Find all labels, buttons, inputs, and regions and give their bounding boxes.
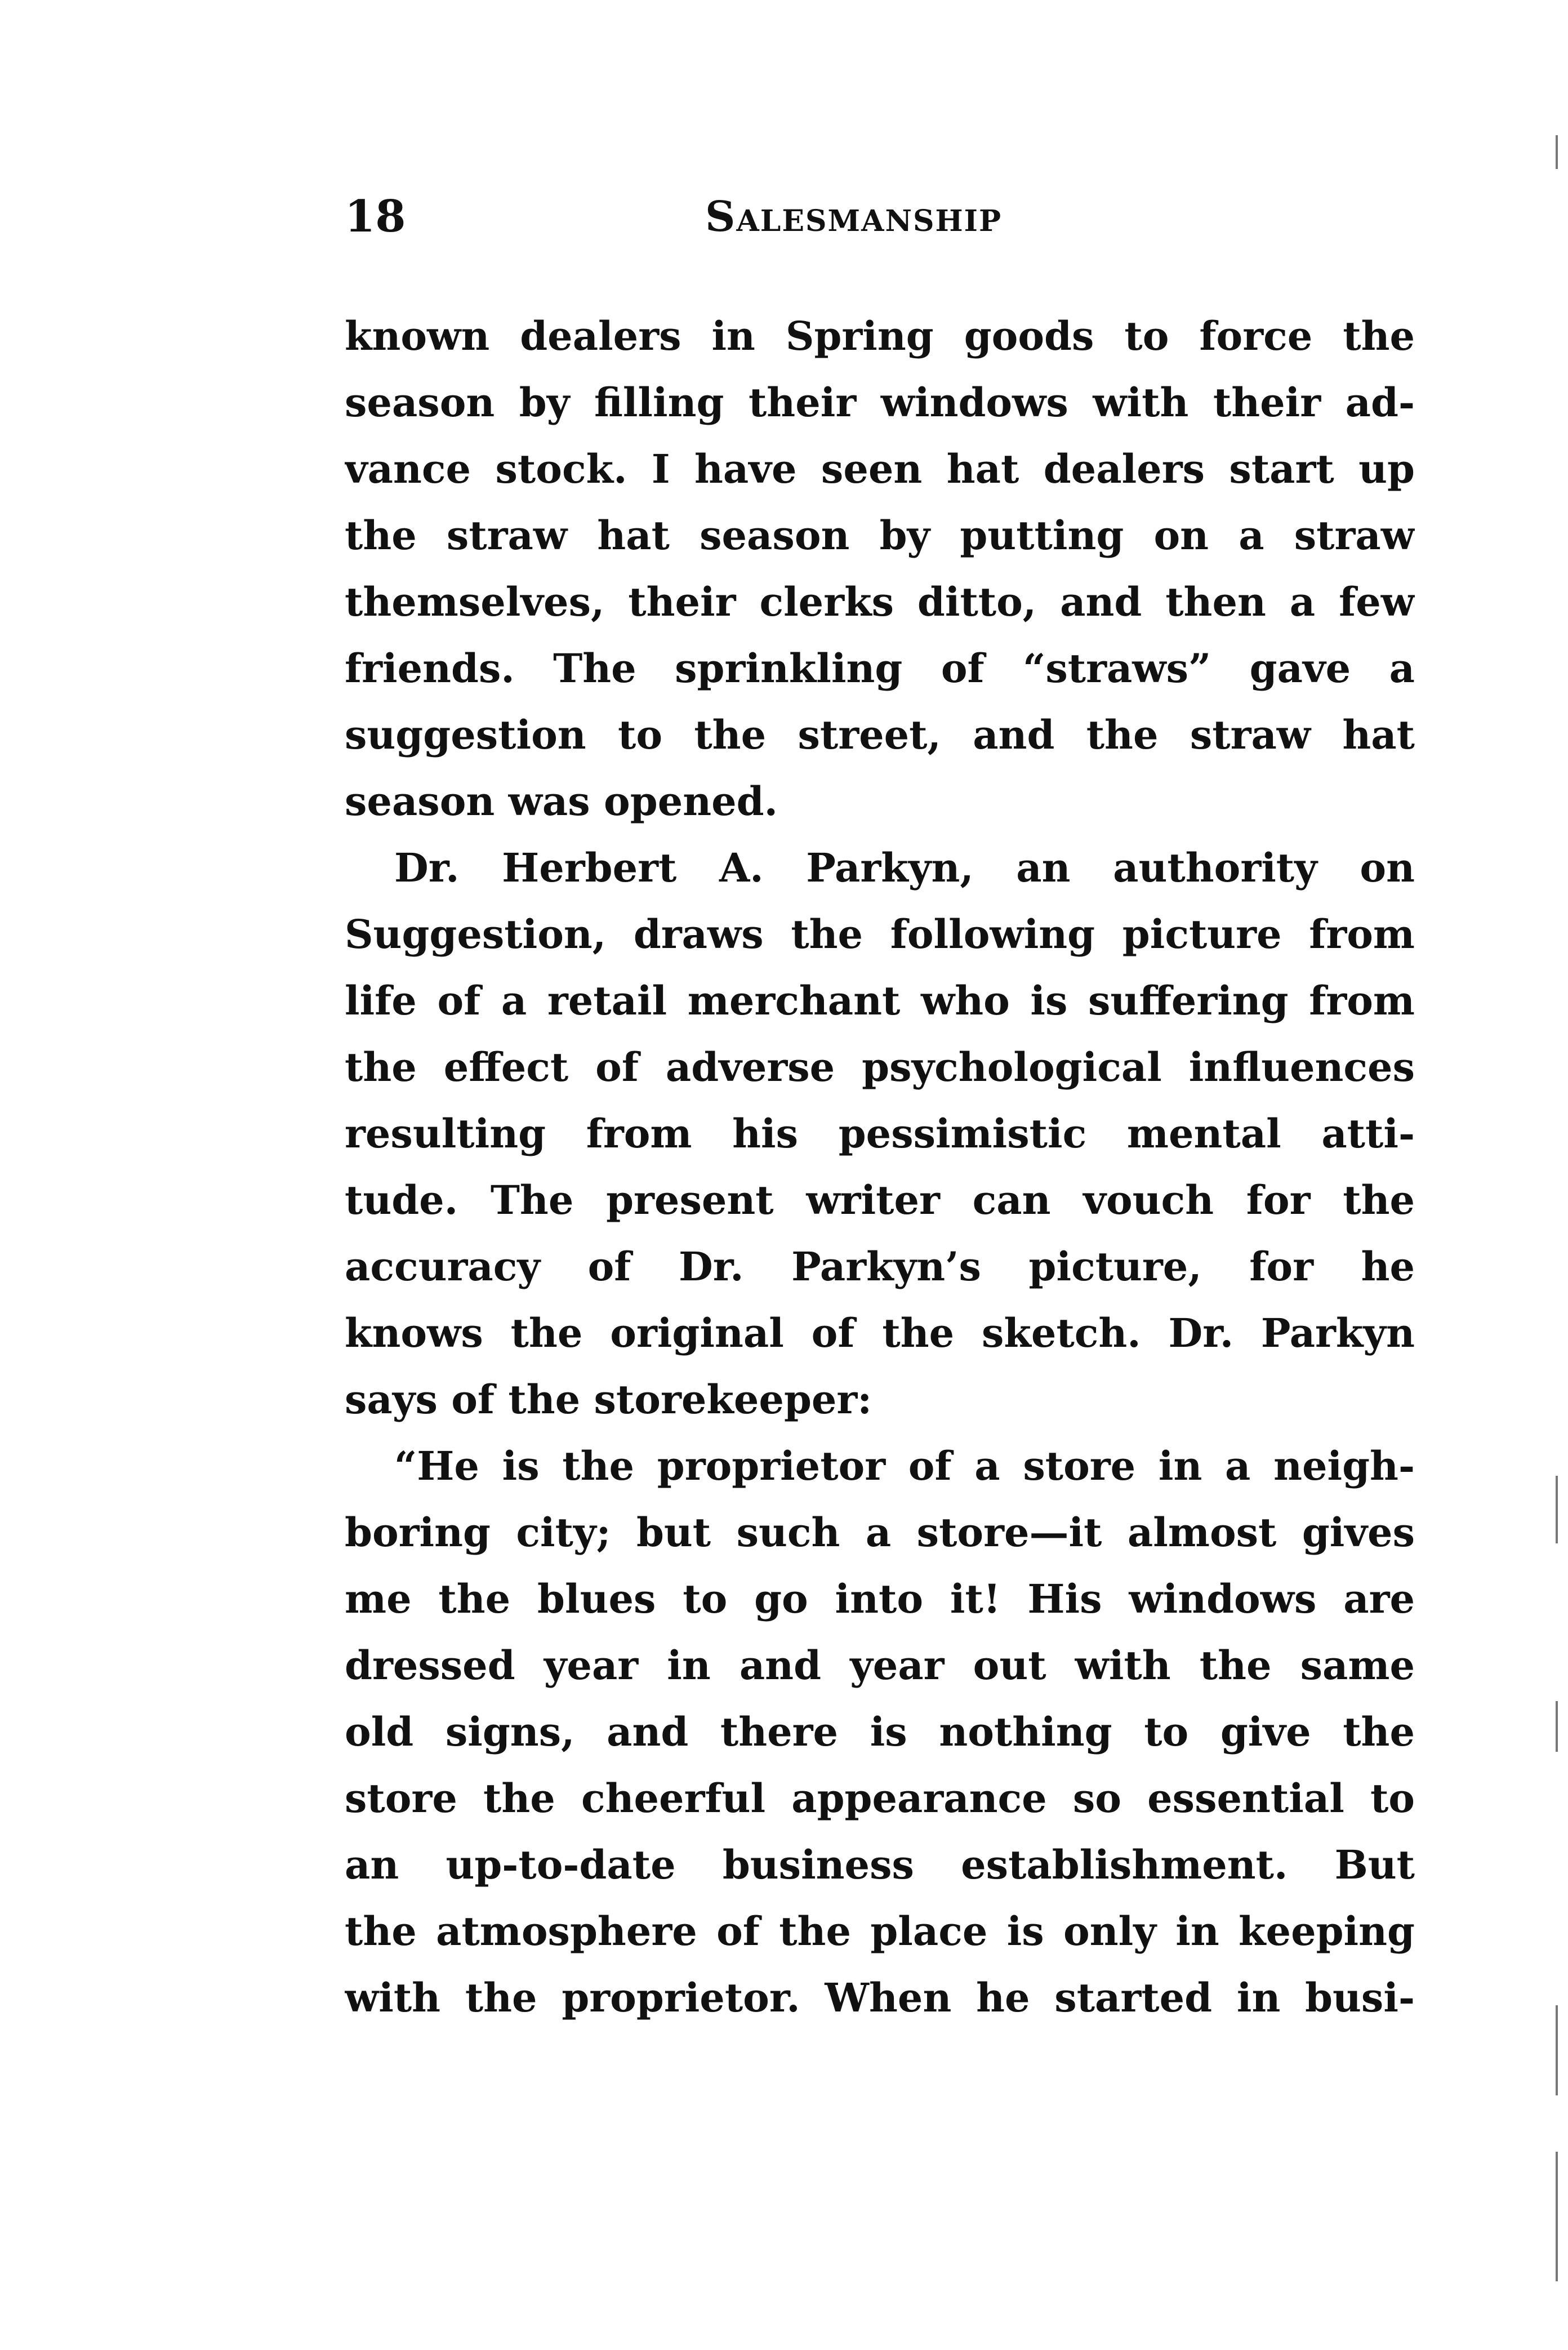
text-line: boring city; but such a store—it almost gives — [345, 1509, 1415, 1556]
text-line: suggestion to the street, and the straw hat — [345, 711, 1415, 758]
text-line: Suggestion, draws the following picture from — [345, 911, 1415, 958]
running-head: Salesmanship — [705, 193, 1003, 241]
page-number: 18 — [345, 191, 406, 242]
text-line: the effect of adverse psychological influences — [345, 1044, 1415, 1091]
text-line: known dealers in Spring goods to force the — [345, 313, 1415, 359]
scan-margin-line — [1556, 2152, 1558, 2281]
text-line: accuracy of Dr. Parkyn’s picture, for he — [345, 1243, 1415, 1290]
scan-margin-line — [1556, 135, 1558, 169]
text-line: friends. The sprinkling of “straws” gave a — [345, 645, 1415, 692]
text-line: old signs, and there is nothing to give the — [345, 1708, 1415, 1755]
text-line: season by filling their windows with their ad- — [345, 379, 1415, 426]
text-line: an up-to-date business establishment. But — [345, 1841, 1415, 1888]
text-line: life of a retail merchant who is suffering from — [345, 977, 1415, 1024]
text-line: store the cheerful appearance so essential to — [345, 1775, 1415, 1822]
text-line: the straw hat season by putting on a straw — [345, 512, 1415, 559]
text-line: with the proprietor. When he started in busi- — [345, 1974, 1415, 2021]
scan-margin-line — [1556, 1701, 1558, 1752]
page-header — [345, 186, 1415, 253]
text-line: vance stock. I have seen hat dealers start up — [345, 446, 1415, 492]
text-line: resulting from his pessimistic mental atti- — [345, 1110, 1415, 1157]
text-line: the atmosphere of the place is only in keeping — [345, 1908, 1415, 1955]
text-line: themselves, their clerks ditto, and then a few — [345, 578, 1415, 625]
text-line: tude. The present writer can vouch for the — [345, 1177, 1415, 1223]
text-line: season was opened. — [345, 778, 778, 825]
text-line: Dr. Herbert A. Parkyn, an authority on — [394, 844, 1415, 891]
text-line: knows the original of the sketch. Dr. Parkyn — [345, 1310, 1415, 1356]
body-text — [345, 303, 1415, 2031]
text-line: “He is the proprietor of a store in a neigh- — [394, 1443, 1415, 1489]
text-line: says of the storekeeper: — [345, 1376, 872, 1423]
scan-margin-line — [1556, 2005, 1558, 2095]
scan-margin-line — [1556, 1476, 1558, 1543]
text-line: me the blues to go into it! His windows are — [345, 1575, 1415, 1622]
text-line: dressed year in and year out with the same — [345, 1642, 1415, 1689]
